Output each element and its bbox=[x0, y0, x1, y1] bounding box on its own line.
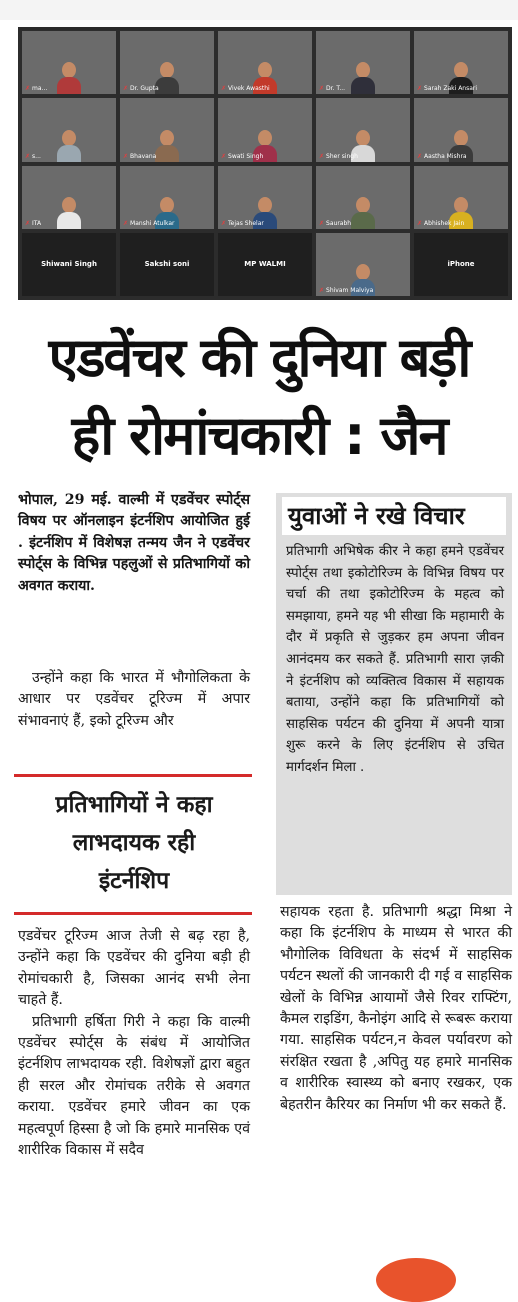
participant-tile bbox=[120, 233, 214, 296]
participant-tile bbox=[120, 166, 214, 229]
muted-mic-icon: ✗ bbox=[221, 85, 227, 93]
muted-mic-icon: ✗ bbox=[319, 287, 325, 294]
muted-mic-icon: ✗ bbox=[25, 219, 31, 227]
corner-decoration bbox=[376, 1258, 456, 1302]
subhead-rule-top bbox=[14, 774, 252, 777]
muted-mic-icon: ✗ bbox=[221, 219, 227, 227]
participant-name: ✗ Sarah Zaki Ansari bbox=[417, 85, 478, 93]
participant-video bbox=[57, 128, 81, 162]
participant-name: Sakshi soni bbox=[144, 260, 190, 269]
muted-mic-icon: ✗ bbox=[319, 85, 325, 93]
muted-mic-icon: ✗ bbox=[319, 152, 325, 160]
muted-mic-icon: ✗ bbox=[25, 85, 31, 93]
participant-tile bbox=[120, 31, 214, 94]
subhead-line-1: प्रतिभागियों ने कहा bbox=[55, 792, 213, 818]
participant-tile bbox=[316, 166, 410, 229]
participant-video bbox=[155, 128, 179, 162]
participant-name: ✗ Tejas Shelar bbox=[221, 219, 264, 227]
headline-line-2: ही रोमांचकारी : जैन bbox=[71, 404, 447, 467]
sidebar-box-heading: युवाओं ने रखे विचार bbox=[282, 497, 506, 535]
muted-mic-icon: ✗ bbox=[417, 85, 423, 93]
participant-video bbox=[351, 60, 375, 94]
participant-tile bbox=[316, 31, 410, 94]
subhead-line-2: लाभदायक रही bbox=[72, 830, 196, 856]
participant-tile bbox=[316, 233, 410, 296]
participant-tile bbox=[414, 233, 508, 296]
participant-tile bbox=[218, 98, 312, 161]
participant-name: ✗ Abhishek Jain bbox=[417, 219, 465, 227]
participant-name: ✗ Swati Singh bbox=[221, 152, 264, 160]
participant-name: Shiwani Singh bbox=[41, 260, 97, 269]
body-column-left bbox=[18, 926, 250, 1161]
participant-tile bbox=[218, 31, 312, 94]
muted-mic-icon: ✗ bbox=[123, 152, 129, 160]
subhead bbox=[14, 786, 254, 900]
top-strip bbox=[0, 0, 518, 20]
participant-tile bbox=[22, 98, 116, 161]
participant-video bbox=[57, 60, 81, 94]
body-column-right: सहायक रहता है. प्रतिभागी श्रद्धा मिश्रा ने कहा कि इंटर्नशिप के माध्यम से भारत की भौगोलिक विविधता के संदर्भ में साहसिक पर्यटन स्थलों की जानकारी दी गई व साहसिक खेलों के विभिन्न आयामों जैसे रिवर राफ्टिंग, कैमल राइडिंग, कैनोइंग आदि से रूबरू कराया गया. साहसिक पर्यटन,न केवल पर्यावरण को संरक्षित रखता है ,अपितु यह हमारे मानसिक व शारीरिक स्वास्थ्य को बनाए रखकर, एक बेहतरीन कैरियर का निर्माण भी कर सकते हैं. bbox=[280, 904, 512, 1113]
participant-name: ✗ Bhavana bbox=[123, 152, 157, 160]
muted-mic-icon: ✗ bbox=[319, 219, 325, 227]
participant-name: ✗ ma... bbox=[25, 85, 48, 93]
sidebar-box-text: प्रतिभागी अभिषेक कीर ने कहा हमने एडवेंचर स्पोर्ट्स तथा इकोटोरिज्म के विभिन्न विषय पर चर्चा की तथा इकोटोरिज्म के महत्व को समझाया, हमने यह भी सीखा कि महामारी के दौर में प्रकृति से जुड़कर हम अपना जीवन आनंदमय कर सकते हैं. प्रतिभागी सारा ज़की ने इंटर्नशिप को व्यक्तित्व विकास में सहायक बताया, उन्होंने कहा कि प्रतिभागियों को साहसिक पर्यटन की दुनिया में अपनी यात्रा शुरू करने के लिए इंटर्नशिप से उचित मार्गदर्शन मिला . bbox=[286, 544, 504, 775]
participant-tile bbox=[218, 233, 312, 296]
participant-name: ✗ ITA bbox=[25, 219, 42, 227]
participant-name: ✗ Dr. Gupta bbox=[123, 85, 159, 93]
participant-tile bbox=[120, 98, 214, 161]
headline-line-1: एडवेंचर की दुनिया बड़ी bbox=[48, 326, 470, 389]
subhead-rule-bottom bbox=[14, 912, 252, 915]
participant-name: ✗ Dr. T... bbox=[319, 85, 346, 93]
participant-name: ✗ Manshi Atulkar bbox=[123, 219, 175, 227]
muted-mic-icon: ✗ bbox=[417, 152, 423, 160]
participant-tile bbox=[22, 233, 116, 296]
body-paragraph: एडवेंचर टूरिज्म आज तेजी से बढ़ रहा है, उन्होंने कहा कि एडवेंचर की दुनिया बड़ी ही रोमांचकारी है, जिसका आनंद सभी लेना चाहते हैं. bbox=[18, 928, 250, 1009]
participant-name: ✗ s... bbox=[25, 152, 41, 160]
body-paragraph: प्रतिभागी हर्षिता गिरी ने कहा कि वाल्मी एडवेंचर स्पोर्ट्स के संबंध में आयोजित इंटर्नशिप लाभदायक रही. विशेषज्ञों द्वारा बहुत ही सरल और रोमांचक तरीके से अवगत कराया. एडवेंचर हमारे जीवन का एक महत्वपूर्ण हिस्सा है जो कि हमारे मानसिक एवं शारीरिक विकास में सदैव bbox=[18, 1013, 250, 1159]
participant-name: ✗ Sher singh bbox=[319, 152, 358, 160]
participant-tile bbox=[414, 31, 508, 94]
participant-video bbox=[57, 195, 81, 229]
participant-name: ✗ Vivek Awasthi bbox=[221, 85, 270, 93]
participant-name: iPhone bbox=[447, 260, 475, 269]
muted-mic-icon: ✗ bbox=[25, 152, 31, 160]
participant-tile bbox=[414, 98, 508, 161]
participant-name: ✗ Saurabh bbox=[319, 219, 352, 227]
muted-mic-icon: ✗ bbox=[221, 152, 227, 160]
participant-tile bbox=[22, 166, 116, 229]
participant-tile bbox=[218, 166, 312, 229]
participant-tile bbox=[414, 166, 508, 229]
participant-tile bbox=[316, 98, 410, 161]
lead-paragraph: भोपाल, 29 मई. वाल्मी में एडवेंचर स्पोर्ट्स विषय पर ऑनलाइन इंटर्नशिप आयोजित हुई . इंटर्नशिप में विशेषज्ञ तन्मय जैन ने एडवेंचर स्पोर्ट्स के विभिन्न पहलुओं से प्रतिभागियों को अवगत कराया. bbox=[18, 492, 250, 594]
sidebar-box bbox=[276, 493, 512, 895]
participant-tile bbox=[22, 31, 116, 94]
lead-continuation: उन्होंने कहा कि भारत में भौगोलिकता के आधार पर एडवेंचर टूरिज्म में अपार संभावनाएं हैं, इको टूरिज्म और bbox=[18, 670, 250, 729]
muted-mic-icon: ✗ bbox=[123, 85, 129, 93]
muted-mic-icon: ✗ bbox=[123, 219, 129, 227]
subhead-line-3: इंटर्नशिप bbox=[98, 868, 170, 894]
participant-name: ✗ Shivam Malviya bbox=[319, 287, 374, 294]
participant-name: MP WALMI bbox=[244, 260, 286, 269]
video-call-screenshot bbox=[18, 27, 512, 300]
participant-video bbox=[351, 195, 375, 229]
muted-mic-icon: ✗ bbox=[417, 219, 423, 227]
participant-name: ✗ Aastha Mishra bbox=[417, 152, 467, 160]
